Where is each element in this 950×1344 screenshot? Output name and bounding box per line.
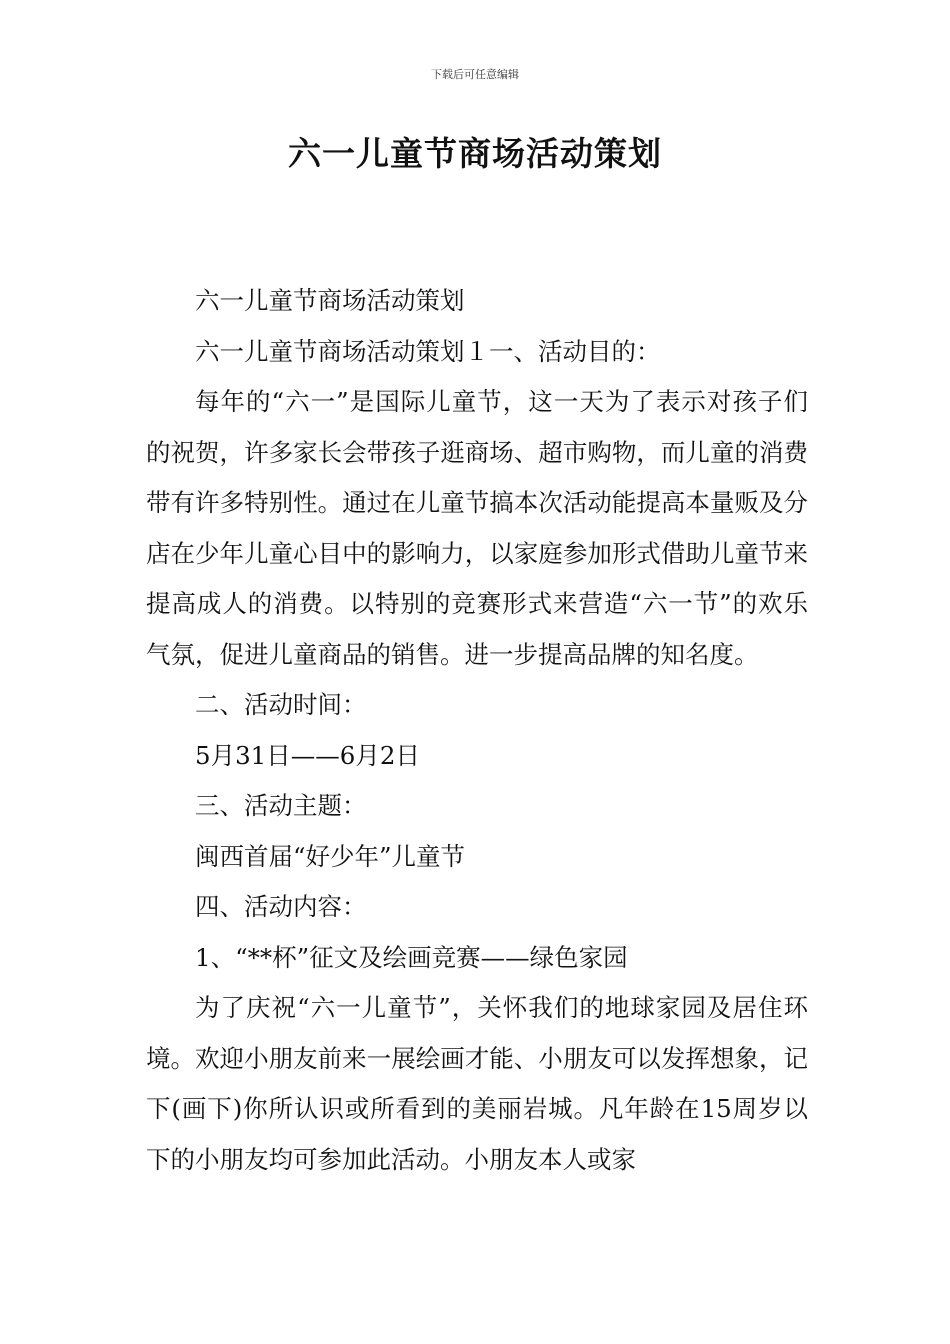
paragraph: 为了庆祝“六一儿童节”，关怀我们的地球家园及居住环境。欢迎小朋友前来一展绘画才能、小朋友可以发挥想象，记下(画下)你所认识或所看到的美丽岩城。凡年龄在15周岁以下的小朋友均可参加此活动。小朋友本人或家 xyxy=(146,993,808,1174)
paragraph: 三、活动主题： xyxy=(195,791,367,820)
document-body xyxy=(146,276,808,1185)
paragraph: 四、活动内容： xyxy=(195,892,367,921)
paragraph: 每年的“六一”是国际儿童节，这一天为了表示对孩子们的祝贺，许多家长会带孩子逛商场、超市购物，而儿童的消费带有许多特别性。通过在儿童节搞本次活动能提高本量贩及分店在少年儿童心目中的影响力，以家庭参加形式借助儿童节来提高成人的消费。以特别的竞赛形式来营造“六一节”的欢乐气氛，促进儿童商品的销售。进一步提高品牌的知名度。 xyxy=(146,387,808,669)
document-title: 六一儿童节商场活动策划 xyxy=(288,134,662,173)
paragraph: 六一儿童节商场活动策划１一、活动目的： xyxy=(195,336,661,366)
paragraph: 二、活动时间： xyxy=(195,690,367,719)
paragraph: 1、“**杯”征文及绘画竞赛——绿色家园 xyxy=(195,942,628,972)
paragraph: 5月31日——6月2日 xyxy=(195,740,420,770)
header-note: 下载后可任意编辑 xyxy=(431,68,519,81)
paragraph: 六一儿童节商场活动策划 xyxy=(195,286,465,315)
paragraph: 闽西首届“好少年”儿童节 xyxy=(195,841,466,871)
